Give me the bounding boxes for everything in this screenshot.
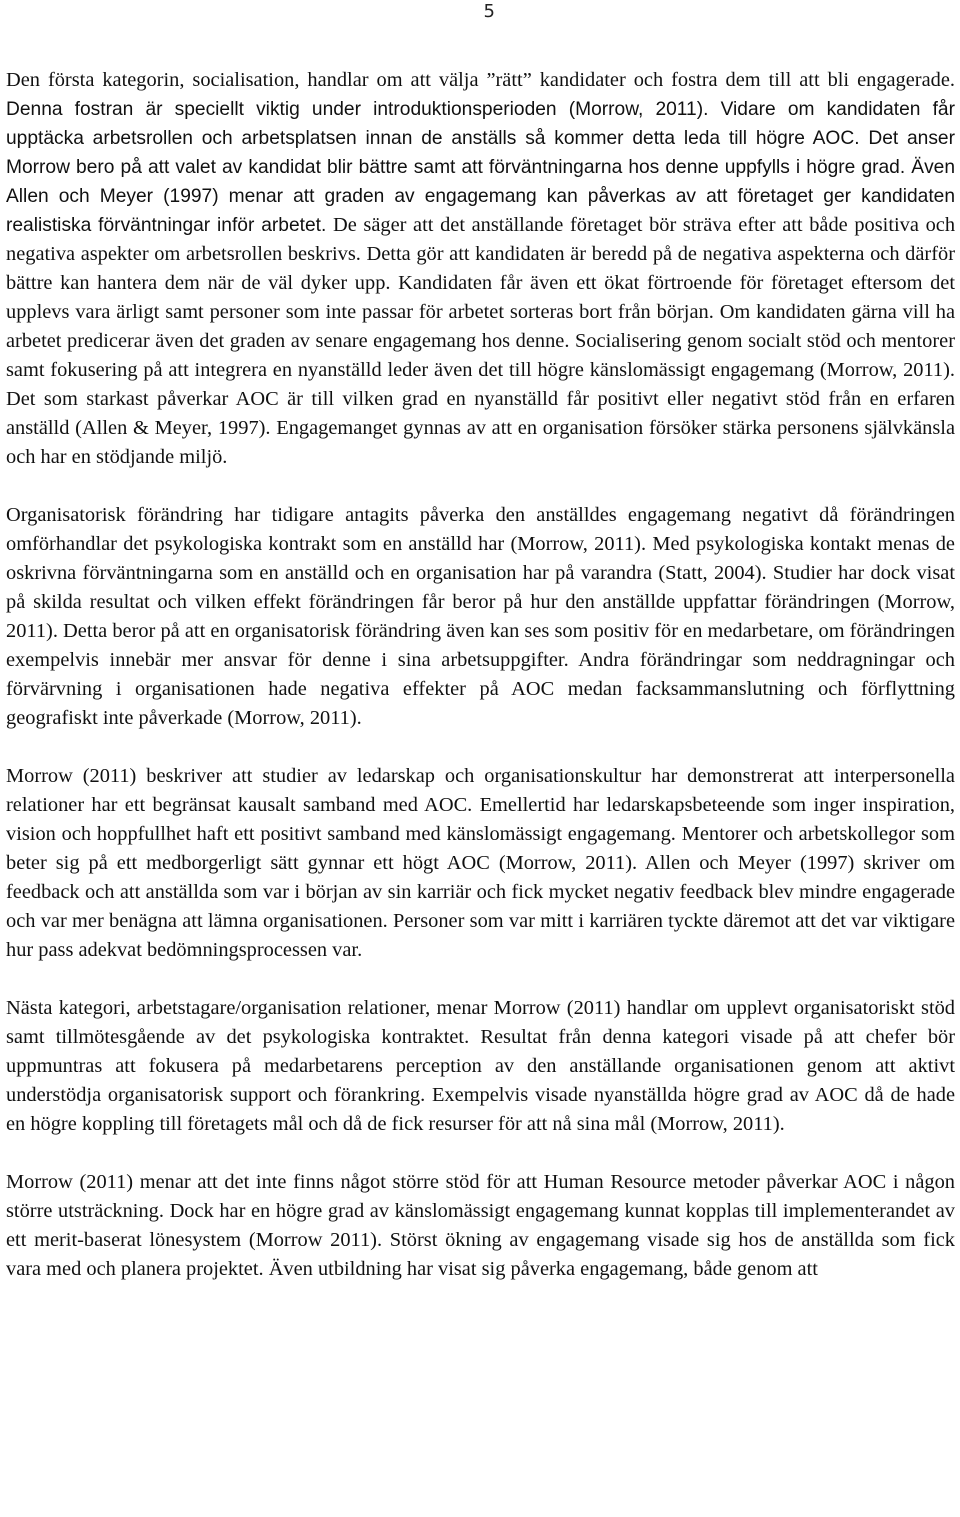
body-text <box>6 66 955 1313</box>
text-segment: Morrow (2011) beskriver att studier av ledarskap och organisationskultur har demonstrerat att interpersonella relationer har ett begränsat kausalt samband med AOC. Emellertid har ledarskapsbeteende som inger inspiration, vision och hoppfullhet haft ett positivt samband med känslomässigt engagemang. Mentorer och arbetskollegor som beter sig på ett medborgerligt sätt gynnar ett högt AOC (Morrow, 2011). Allen och Meyer (1997) skriver om feedback och att anställda som var i början av sin karriär och fick mycket negativ feedback blev mindre engagerade och var mer benägna att lämna organisationen. Personer som var mitt i karriären tyckte däremot att det var viktigare hur pass adekvat bedömningsprocessen var. <box>6 765 955 961</box>
paragraph-ledarskap <box>6 762 955 965</box>
text-segment: Organisatorisk förändring har tidigare antagits påverka den anställdes engagemang negativt då förändringen omförhandlar det psykologiska kontrakt som en anställd har (Morrow, 2011). Med psykologiska kontakt menas de oskrivna förväntningarna som en anställd och en organisation har på varandra (Statt, 2004). Studier har dock visat på skilda resultat och vilken effekt förändringen får beror på hur den anställde uppfattar förändringen (Morrow, 2011). Detta beror på att en organisatorisk förändring även kan ses som positiv för en medarbetare, om förändringen exempelvis innebär mer ansvar för denne i sina arbetsuppgifter. Andra förändringar som neddragningar och förvärvning i organisationen hade negativa effekter på AOC medan facksammanslutning och förflyttning geografiskt inte påverkade (Morrow, 2011). <box>6 504 955 729</box>
text-segment: Nästa kategori, arbetstagare/organisation relationer, menar Morrow (2011) handlar om upplevt organisatoriskt stöd samt tillmötesgående av det psykologiska kontraktet. Resultat från denna kategori visade på att chefer bör uppmuntras att fokusera på medarbetarens perception av den anställande organisationen genom att aktivt understödja organisatorisk support och förankring. Exempelvis visade nyanställda högre grad av AOC då de hade en högre koppling till företagets mål och då de fick resurser för att nå sina mål (Morrow, 2011). <box>6 997 955 1135</box>
text-segment: Morrow (2011) menar att det inte finns något större stöd för att Human Resource metoder påverkar AOC i någon större utsträckning. Dock har en högre grad av känslomässigt engagemang kunnat kopplas till implementerandet av ett merit-baserat lönesystem (Morrow 2011). Störst ökning av engagemang visade sig hos de anställda som fick vara med och planera projektet. Även utbildning har visat sig påverka engagemang, både genom att <box>6 1171 955 1280</box>
paragraph-organisatorisk-forandring <box>6 501 955 733</box>
text-segment: De säger att det anställande företaget bör sträva efter att både positiva och negativa aspekter om arbetsrollen beskrivs. Detta gör att kandidaten är beredd på de negativa aspekterna och därför bättre kan hantera dem när de väl dyker upp. Kandidaten får även ett ökat förtroende för företaget eftersom det upplevs vara ärligt samt personer som inte passar för arbetet sorteras bort från början. Om kandidaten gärna vill ha arbetet predicerar även det graden av senare engagemang hos denne. Socialisering genom socialt stöd och mentorer samt fokusering på att integrera en nyanställd leder även det till högre känslomässigt engagemang (Morrow, 2011). Det som starkast påverkar AOC är till vilken grad en nyanställd får positivt eller negativt stöd från en erfaren anställd (Allen & Meyer, 1997). Engagemanget gynnas av att en organisation försöker stärka personens självkänsla och har en stödjande miljö. <box>6 214 956 468</box>
paragraph-human-resource <box>6 1168 955 1284</box>
text-segment: Den första kategorin, socialisation, handlar om att välja ”rätt” kandidater och fostra dem till att bli engagerade. <box>6 69 955 91</box>
paragraph-arbetstagare-organisation <box>6 994 955 1139</box>
text-segment: Denna fostran är speciellt viktig under introduktionsperioden (Morrow, 2011). Vidare om kandidaten får upptäcka arbetsrollen och arbetsplatsen innan de anställs så kommer detta leda till högre AOC. Det anser Morrow bero på att valet av kandidat blir bättre samt att förväntningarna hos denne uppfylls i högre grad. Även Allen och Meyer (1997) menar att graden av engagemang kan påverkas av att företaget ger kandidaten realistiska förväntningar inför arbetet. <box>6 99 955 236</box>
page-number: 5 <box>483 1 495 22</box>
paragraph-socialisation <box>6 66 955 472</box>
